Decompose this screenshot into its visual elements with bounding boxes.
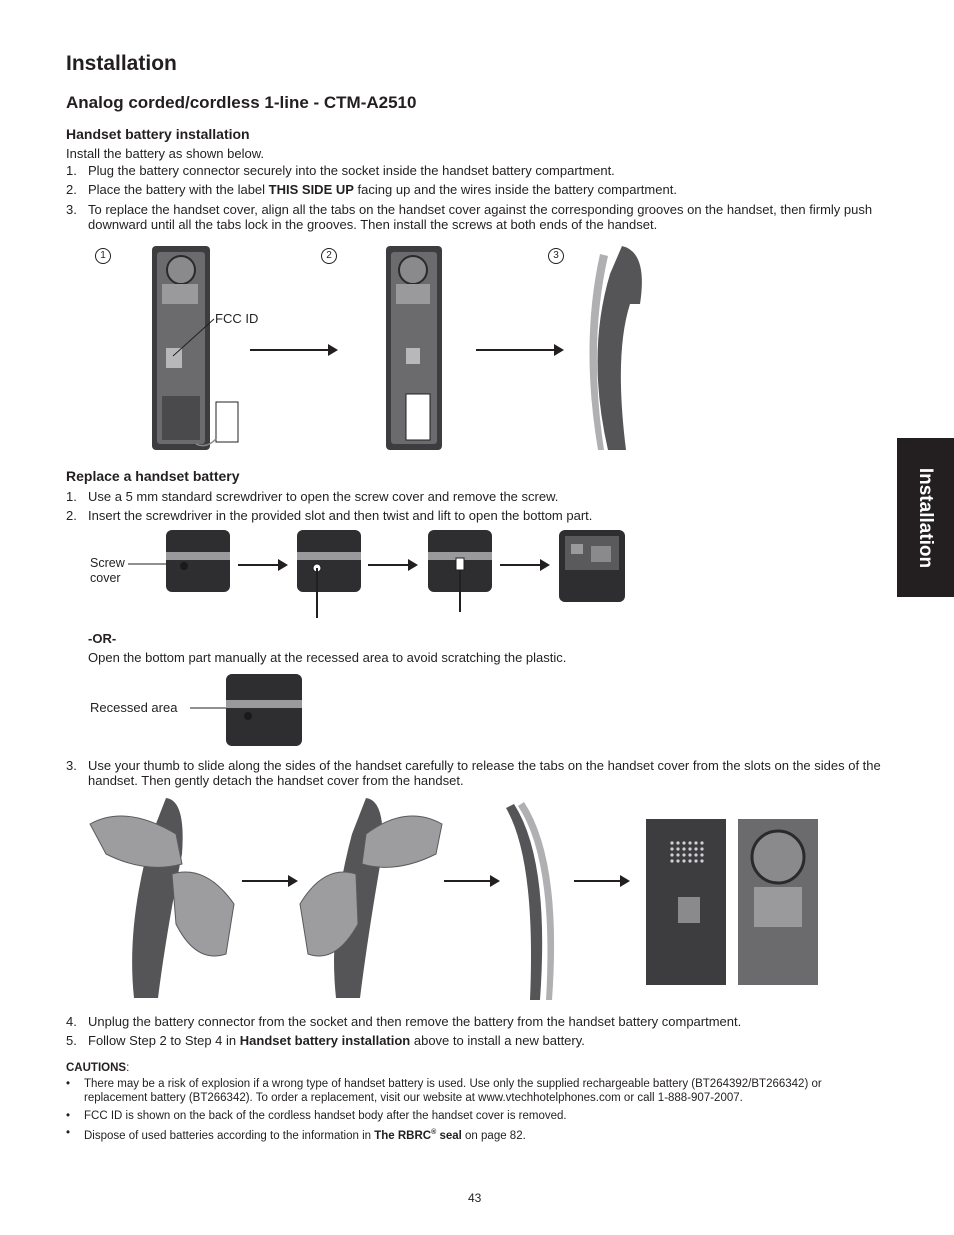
handset-back-and-compartment-illustration: [644, 817, 820, 987]
list-item: [66, 202, 881, 232]
step-text: [88, 1033, 881, 1048]
step-text-part: above to install a new battery.: [410, 1033, 585, 1048]
step-number: 5.: [66, 1033, 77, 1048]
registered-mark: ®: [431, 1129, 437, 1136]
arrow-icon: [500, 558, 552, 572]
step-number: 1.: [66, 489, 77, 504]
hands-detach-cover-illustration-1: [86, 794, 236, 1004]
step-text: Use your thumb to slide along the sides of the handset carefully to release the tabs on the handset cover from the slots on the sides of the handset. Then gently detach the handset cover from the handset.: [88, 758, 881, 788]
screw-cover-label: [90, 556, 125, 586]
page-subtitle: Analog corded/cordless 1-line - CTM-A2510: [66, 93, 417, 112]
or-text: Open the bottom part manually at the recessed area to avoid scratching the plastic.: [88, 650, 567, 665]
list-item: [66, 1109, 881, 1123]
arrow-icon: [238, 558, 290, 572]
list-item: [66, 489, 881, 504]
fcc-id-callout: FCC ID: [215, 311, 259, 326]
step-number: 2.: [66, 182, 77, 197]
step-number: 3.: [66, 758, 77, 773]
cautions-heading: [66, 1061, 129, 1075]
list-item: [66, 508, 881, 523]
page-number: 43: [468, 1191, 482, 1205]
arrow-icon: [476, 342, 566, 358]
list-item: [66, 1014, 881, 1029]
list-item: [66, 163, 881, 178]
arrow-icon: [444, 874, 502, 888]
step-marker-3: 3: [548, 248, 564, 264]
step-text-part: Follow Step 2 to Step 4 in: [88, 1033, 240, 1048]
screw-cover-label-line: Screw: [90, 556, 125, 570]
recessed-area-label: Recessed area: [90, 700, 178, 715]
caution-text-bold: The RBRC: [374, 1129, 432, 1142]
step-number: 1.: [66, 163, 77, 178]
screw-cover-label-line: cover: [90, 571, 121, 585]
cautions-heading-colon: :: [126, 1062, 130, 1074]
screw-cover-step-2-illustration: [295, 528, 365, 620]
caution-text: There may be a risk of explosion if a wrong type of handset battery is used. Use only the supplied rechargeable battery (BT264392/BT266342) or replacement battery (BT266342). To order a replacement, visit our website at www.vtechhotelphones.com or call 1-888-907-2007.: [84, 1078, 822, 1104]
list-item: [66, 182, 881, 197]
step-marker-2: 2: [321, 248, 337, 264]
caution-text: [84, 1126, 881, 1143]
cautions-heading-text: CAUTIONS: [66, 1062, 127, 1074]
section-heading-battery-install: Handset battery installation: [66, 126, 250, 142]
bullet-icon: •: [66, 1127, 71, 1139]
handset-side-illustration: [570, 244, 650, 454]
arrow-icon: [368, 558, 420, 572]
caution-text-bold: seal: [436, 1129, 462, 1142]
list-item: [66, 1033, 881, 1048]
step-number: 4.: [66, 1014, 77, 1029]
arrow-icon: [242, 874, 300, 888]
step-text: Unplug the battery connector from the socket and then remove the battery from the handset battery compartment.: [88, 1014, 742, 1029]
arrow-icon: [250, 342, 340, 358]
handset-open-illustration: [148, 244, 248, 454]
step-text-part: facing up and the wires inside the battery compartment.: [353, 182, 677, 197]
hands-detach-cover-illustration-2: [296, 794, 446, 1004]
bullet-icon: •: [66, 1110, 71, 1122]
list-item: [66, 1126, 881, 1143]
screw-cover-step-1-illustration: [128, 528, 238, 618]
side-tab-label: Installation: [915, 467, 936, 569]
bottom-part-open-illustration: [557, 528, 627, 604]
page-title: Installation: [66, 52, 177, 75]
list-item: [66, 1077, 881, 1105]
step-number: 3.: [66, 202, 77, 217]
caution-text-part: on page 82.: [461, 1129, 526, 1142]
arrow-icon: [574, 874, 632, 888]
step-text: To replace the handset cover, align all the tabs on the handset cover against the corresponding grooves on the handset, then firmly push downward until all the tabs lock in the grooves. Then install the screws at both ends of the handset.: [88, 202, 873, 232]
step-text: Use a 5 mm standard screwdriver to open the screw cover and remove the screw.: [88, 489, 559, 504]
caution-text-part: Dispose of used batteries according to the information in: [84, 1129, 375, 1142]
step-text: Plug the battery connector securely into the socket inside the handset battery compartment.: [88, 163, 615, 178]
step-text: [88, 182, 881, 197]
step-text-part: Place the battery with the label: [88, 182, 269, 197]
caution-text: FCC ID is shown on the back of the cordless handset body after the handset cover is removed.: [84, 1110, 567, 1122]
section-heading-replace-battery: Replace a handset battery: [66, 468, 240, 484]
step-text: Insert the screwdriver in the provided slot and then twist and lift to open the bottom part.: [88, 508, 593, 523]
handset-battery-installed-illustration: [384, 244, 444, 454]
step-text-bold: Handset battery installation: [239, 1033, 411, 1048]
battery-install-intro: Install the battery as shown below.: [66, 146, 265, 161]
or-label: -OR-: [88, 631, 117, 646]
step-marker-1: 1: [95, 248, 111, 264]
list-item: [66, 758, 881, 788]
recessed-area-illustration: [190, 672, 306, 748]
handset-cover-detached-illustration: [500, 800, 560, 1004]
step-number: 2.: [66, 508, 77, 523]
step-text-bold: THIS SIDE UP: [268, 182, 354, 197]
bullet-icon: •: [66, 1078, 71, 1090]
screw-cover-step-3-illustration: [426, 528, 496, 620]
side-tab: [897, 438, 954, 597]
